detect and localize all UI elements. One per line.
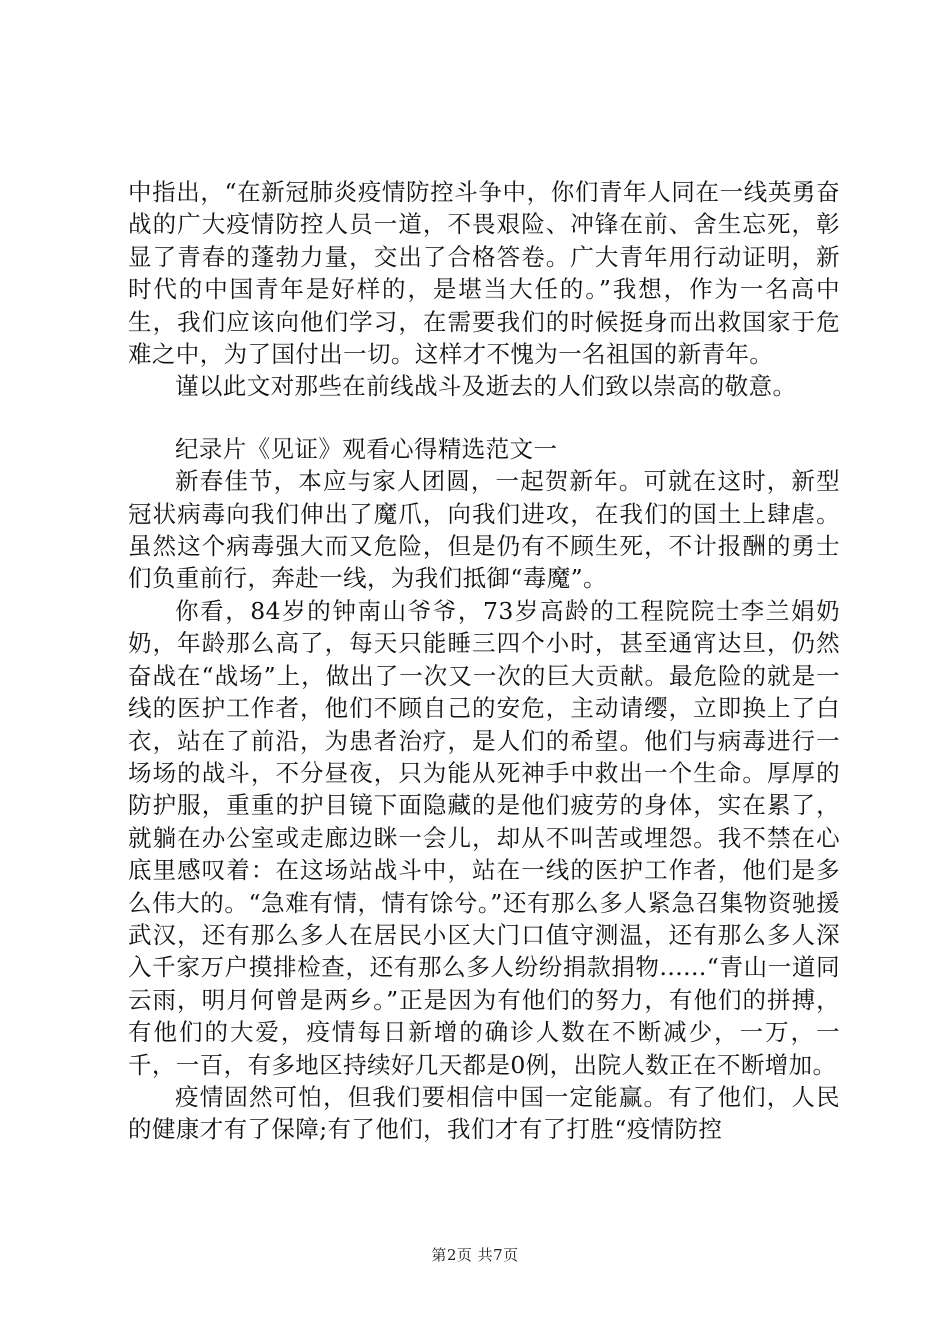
paragraph-heroes: 你看，84岁的钟南山爷爷，73岁高龄的工程院院士李兰娟奶奶，年龄那么高了，每天只能睡三四个小时，甚至通宵达旦，仍然奋战在“战场”上，做出了一次又一次的巨大贡献。最危险的就是一线的医护工作者，他们不顾自己的安危，主动请缨，立即换上了白衣，站在了前沿，为患者治疗，是人们的希望。他们与病毒进行一场场的战斗，不分昼夜，只为能从死神手中救出一个生命。厚厚的防护服，重重的护目镜下面隐藏的是他们疲劳的身体，实在累了，就躺在办公室或走廊边眯一会儿，却从不叫苦或埋怨。我不禁在心底里感叹着：在这场站战斗中，站在一线的医护工作者，他们是多么伟大的。“急难有情，情有馀兮。”还有那么多人紧急召集物资驰援武汉，还有那么多人在居民小区大门口值守测温，还有那么多人深入千家万户摸排检查，还有那么多人纷纷捐款捐物......“青山一道同云雨，明月何曾是两乡。”正是因为有他们的努力，有他们的拼搏，有他们的大爱，疫情每日新增的确诊人数在不断减少，一万，一千，一百，有多地区持续好几天都是0例，出院人数正在不断增加。 — [128, 596, 840, 1079]
section-heading: 纪录片《见证》观看心得精选范文一 — [175, 434, 558, 463]
paragraph-tribute: 谨以此文对那些在前线战斗及逝去的人们致以崇高的敬意。 — [175, 372, 797, 401]
paragraph-confidence: 疫情固然可怕，但我们要相信中国一定能赢。有了他们，人民的健康才有了保障;有了他们，我们才有了打胜“疫情防控 — [128, 1082, 840, 1144]
page-number-footer: 第2页 共7页 — [431, 1246, 519, 1264]
paragraph-continuation: 中指出，“在新冠肺炎疫情防控斗争中，你们青年人同在一线英勇奋战的广大疫情防控人员一道，不畏艰险、冲锋在前、舍生忘死，彰显了青春的蓬勃力量，交出了合格答卷。广大青年用行动证明，新时代的中国青年是好样的，是堪当大任的。”我想，作为一名高中生，我们应该向他们学习，在需要我们的时候挺身而出救国家于危难之中，为了国付出一切。这样才不愧为一名祖国的新青年。 — [128, 178, 840, 369]
paragraph-gap — [128, 403, 840, 433]
paragraph-spring-festival: 新春佳节，本应与家人团圆，一起贺新年。可就在这时，新型冠状病毒向我们伸出了魔爪，向我们进攻，在我们的国土上肆虐。虽然这个病毒强大而又危险，但是仍有不顾生死，不计报酬的勇士们负重前行，奔赴一线，为我们抵御“毒魔”。 — [128, 467, 840, 593]
document-body — [128, 176, 840, 1146]
